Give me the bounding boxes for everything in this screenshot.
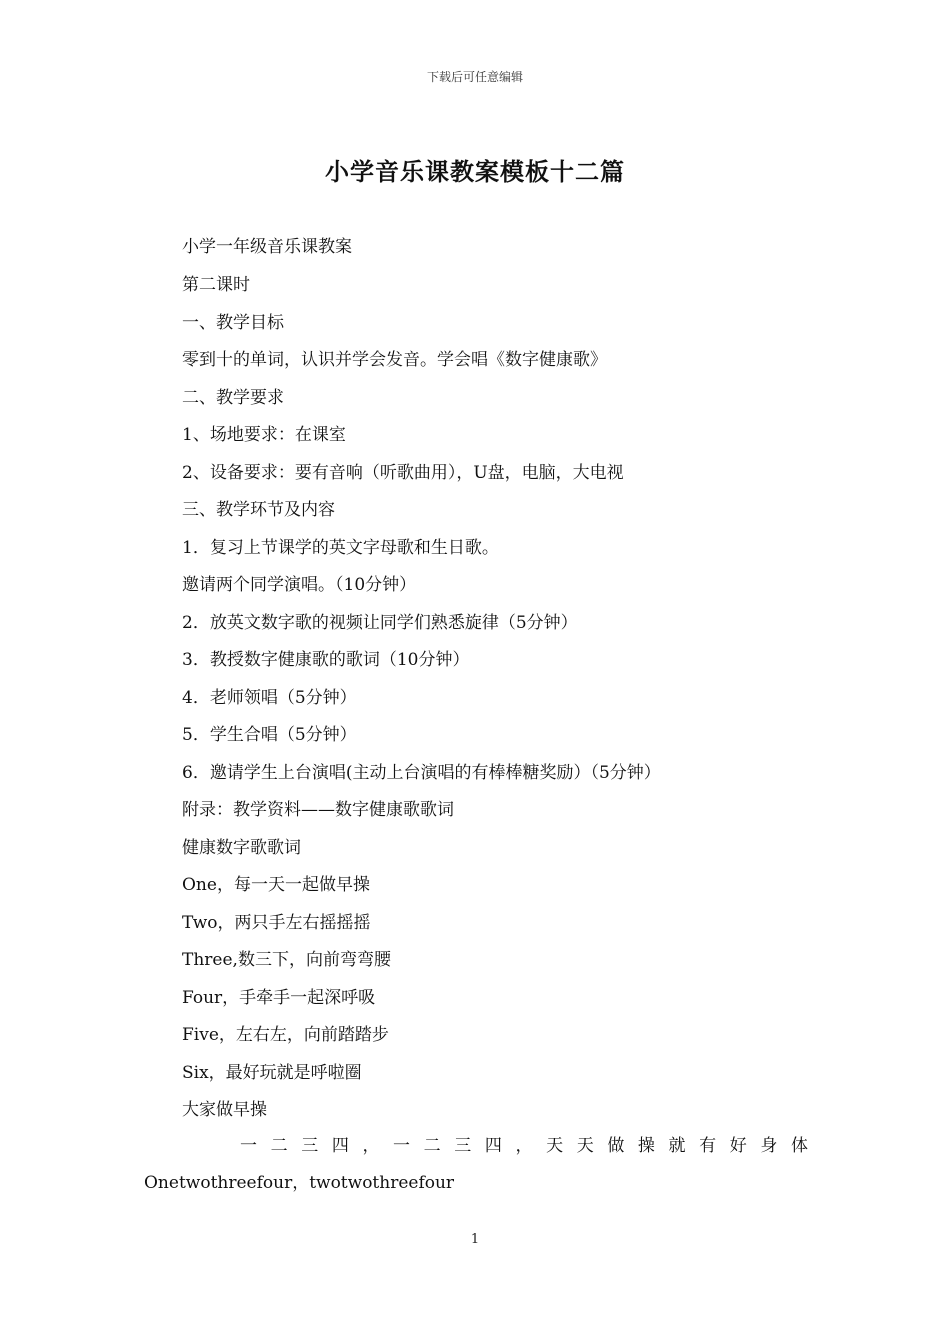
text-line: Six，最好玩就是呼啦圈 [182,1063,362,1083]
text-line: 1、场地要求：在课室 [182,425,346,445]
text-line: 6．邀请学生上台演唱(主动上台演唱的有棒棒糖奖励）（5分钟） [182,763,661,783]
lyric-char: 二 [423,1136,441,1156]
text-line: 健康数字歌歌词 [182,838,301,858]
text-line: 二、教学要求 [182,388,284,408]
text-line: 附录：教学资料——数字健康歌歌词 [182,800,454,820]
text-line: Three,数三下，向前弯弯腰 [182,950,391,970]
lyric-char: 一 [393,1136,411,1156]
text-line: One，每一天一起做早操 [182,875,370,895]
text-line: 5．学生合唱（5分钟） [182,725,357,745]
text-line: Four，手牵手一起深呼吸 [182,988,376,1008]
text-line: 4．老师领唱（5分钟） [182,688,357,708]
text-line: 大家做早操 [182,1100,267,1120]
lyric-char: 就 [668,1136,686,1156]
text-line: 3．教授数字健康歌的歌词（10分钟） [182,650,470,670]
text-line: 邀请两个同学演唱。（10分钟） [182,575,417,595]
text-line: 第二课时 [182,275,250,295]
lyric-char: 四 [331,1136,349,1156]
lyric-char: 有 [699,1136,717,1156]
lyric-char: 身 [760,1136,778,1156]
text-line: 小学一年级音乐课教案 [182,237,352,257]
lyric-continuation: Onetwothreefour，twotwothreefour [144,1173,455,1193]
justified-lyric-line [240,1134,808,1158]
text-line: 三、教学环节及内容 [182,500,335,520]
lyric-char: 好 [729,1136,747,1156]
lyric-char: 体 [790,1136,808,1156]
text-line: 2．放英文数字歌的视频让同学们熟悉旋律（5分钟） [182,613,578,633]
text-line: Five，左右左，向前踏踏步 [182,1025,389,1045]
text-line: 零到十的单词，认识并学会发音。学会唱《数字健康歌》 [182,350,607,370]
lyric-char: 天 [576,1136,594,1156]
lyric-char: 操 [637,1136,655,1156]
lyric-char: 做 [607,1136,625,1156]
page-header: 下载后可任意编辑 [426,70,523,84]
lyric-char: 二 [270,1136,288,1156]
text-line: 一、教学目标 [182,313,284,333]
lyric-char: 天 [546,1136,564,1156]
lyric-char: 一 [240,1136,257,1156]
lyric-char: ， [362,1136,380,1156]
lyric-char: 四 [484,1136,502,1156]
document-title: 小学音乐课教案模板十二篇 [325,157,625,186]
text-line: 2、设备要求：要有音响（听歌曲用），U盘，电脑，大电视 [182,463,624,483]
lyric-char: 三 [301,1136,319,1156]
lyric-char: ， [515,1136,533,1156]
page-number: 1 [470,1232,480,1247]
text-line: Two，两只手左右摇摇摇 [182,913,371,933]
lyric-char: 三 [454,1136,472,1156]
text-line: 1．复习上节课学的英文字母歌和生日歌。 [182,538,499,558]
